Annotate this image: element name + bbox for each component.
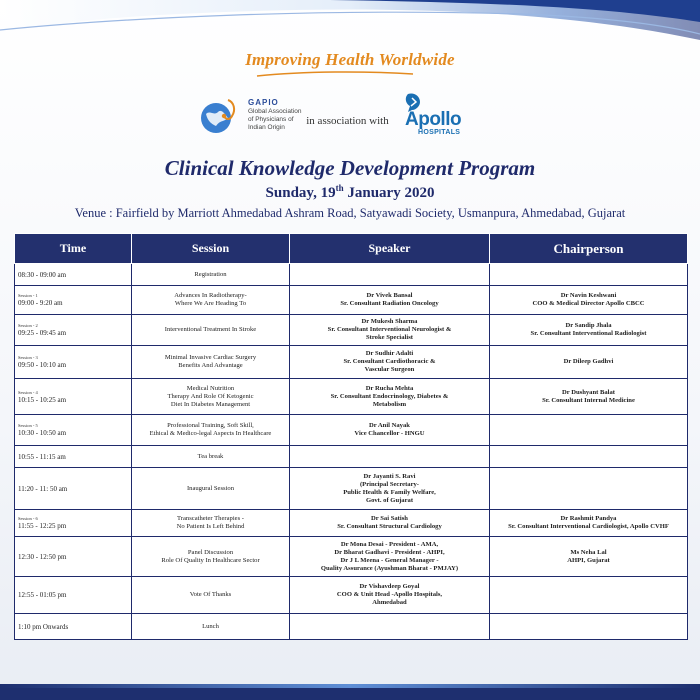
chair-cell: [490, 468, 688, 510]
table-row: [15, 286, 688, 315]
topic-cell: [132, 286, 290, 315]
top-swoosh-decoration: [0, 0, 700, 55]
speaker-cell: [290, 510, 490, 537]
time-text: 11:55 - 12:25 pm: [18, 522, 67, 530]
topic-text: Lunch: [202, 622, 219, 630]
time-cell: [15, 286, 132, 315]
speaker-cell: [290, 468, 490, 510]
chair-text: Dr Dileep Gadhvi: [563, 358, 614, 365]
table-row: [15, 264, 688, 286]
date-prefix: Sunday, 19: [265, 185, 336, 201]
session-number: Session - 3: [18, 355, 38, 360]
time-text: 10:55 - 11:15 am: [18, 452, 66, 461]
time-cell: [15, 446, 132, 468]
header-session: Session: [132, 234, 290, 264]
speaker-text: Dr Vivek Bansal Sr. Consultant Radiation Oncology: [340, 292, 439, 307]
header-chairperson: Chairperson: [490, 234, 688, 264]
speaker-text: Dr Sudhir Adalti Sr. Consultant Cardiothoracic & Vascular Surgeon: [343, 350, 436, 373]
table-row: [15, 468, 688, 510]
table-row: [15, 415, 688, 446]
speaker-cell: [290, 346, 490, 379]
time-text: 09:00 - 9:20 am: [18, 299, 63, 307]
time-cell: [15, 346, 132, 379]
table-row: [15, 614, 688, 640]
gapio-name: GAPIO: [248, 98, 279, 107]
venue: Venue : Fairfield by Marriott Ahmedabad Ashram Road, Satyawadi Society, Usmanpura, Ahmedabad, Gujarat: [74, 206, 626, 220]
table-row: [15, 577, 688, 614]
time-text: 08:30 - 09:00 am: [18, 270, 67, 279]
chair-cell: [490, 537, 688, 577]
chair-text: Dr Sandip Jhala Sr. Consultant Interventional Radiologist: [530, 322, 647, 337]
speaker-cell: [290, 415, 490, 446]
topic-cell: [132, 415, 290, 446]
topic-text: Transcatheter Therapies - No Patient Is Left Behind: [176, 515, 245, 530]
speaker-text: Dr Mukesh Sharma Sr. Consultant Interventional Neurologist & Stroke Specialist: [327, 318, 452, 341]
topic-text: Tea break: [197, 452, 224, 460]
time-text: 11:20 - 11: 50 am: [18, 484, 68, 493]
time-cell: [15, 379, 132, 415]
topic-text: Advances In Radiotherapy- Where We Are Heading To: [174, 292, 247, 307]
topic-text: Medical Nutrition Therapy And Role Of Ketogenic Diet In Diabetes Management: [167, 384, 254, 408]
chair-text: Ms Neha Lal AHPI, Gujarat: [567, 548, 610, 564]
date-ordinal: th: [335, 183, 344, 193]
chair-cell: [490, 510, 688, 537]
topic-cell: [132, 379, 290, 415]
time-cell: [15, 264, 132, 286]
topic-cell: [132, 577, 290, 614]
topic-text: Inaugural Session: [186, 484, 235, 492]
apollo-name: Apollo: [405, 109, 462, 130]
speaker-cell: [290, 577, 490, 614]
header-time: Time: [15, 234, 132, 264]
gapio-globe-icon: [198, 94, 242, 138]
chair-cell: [490, 286, 688, 315]
time-text: 10:30 - 10:50 am: [18, 429, 67, 437]
chair-cell: [490, 446, 688, 468]
speaker-text: Dr Jayanti S. Ravi (Principal Secretary- Public Health & Family Welfare, Govt. of Gujarat: [343, 472, 436, 504]
bottom-band-decoration: [0, 688, 700, 700]
speaker-text: Dr Mona Desai - President - AMA, Dr Bharat Gadhavi - President - AHPI, Dr J L Meena - General Manager - Quality Assurance (Ayushman Bharat - PMJAY): [320, 540, 459, 572]
session-number: Session - 2: [18, 323, 38, 328]
chair-cell: [490, 379, 688, 415]
chair-cell: [490, 577, 688, 614]
speaker-cell: [290, 286, 490, 315]
topic-text: Panel Discussion Role Of Quality In Healthcare Sector: [161, 548, 260, 564]
chair-cell: [490, 614, 688, 640]
time-cell: [15, 510, 132, 537]
topic-cell: [132, 315, 290, 346]
session-number: Session - 1: [18, 293, 38, 298]
topic-cell: [132, 614, 290, 640]
time-text: 12:55 - 01:05 pm: [18, 591, 67, 599]
speaker-cell: [290, 379, 490, 415]
topic-cell: [132, 510, 290, 537]
time-cell: [15, 577, 132, 614]
topic-cell: [132, 346, 290, 379]
chair-cell: [490, 264, 688, 286]
topic-cell: [132, 446, 290, 468]
time-text: 12:30 - 12:50 pm: [18, 552, 67, 561]
topic-text: Vote Of Thanks: [189, 591, 232, 598]
table-row: [15, 379, 688, 415]
chair-cell: [490, 346, 688, 379]
time-text: 09:50 - 10:10 am: [18, 361, 67, 369]
time-cell: [15, 468, 132, 510]
time-cell: [15, 614, 132, 640]
chair-text: Dr Navin Keshwani COO & Medical Director Apollo CBCC: [532, 292, 645, 307]
association-text: in association with: [306, 115, 389, 127]
date-rest: January 2020: [343, 185, 435, 201]
table-row: [15, 346, 688, 379]
time-text: 1:10 pm Onwards: [18, 622, 69, 631]
tagline-underline: [255, 70, 415, 78]
session-number: Session - 4: [18, 389, 38, 395]
chair-cell: [490, 415, 688, 446]
gapio-subtitle: Global Association of Physicians of Indian Origin: [248, 108, 302, 131]
chair-cell: [490, 315, 688, 346]
speaker-cell: [290, 537, 490, 577]
program-title: Clinical Knowledge Development Program: [164, 156, 536, 180]
topic-text: Minimal Invasive Cardiac Surgery Benefits And Advantage: [164, 354, 257, 369]
session-number: Session - 5: [18, 423, 38, 428]
program-date: [0, 183, 700, 202]
speaker-text: Dr Rucha Mehta Sr. Consultant Endocrinology, Diabetes & Metabolism: [330, 384, 449, 408]
schedule-table: [14, 233, 688, 640]
speaker-cell: [290, 264, 490, 286]
time-cell: [15, 315, 132, 346]
header-speaker: Speaker: [290, 234, 490, 264]
topic-cell: [132, 537, 290, 577]
tagline: Improving Health Worldwide: [245, 50, 455, 69]
header-row: [15, 234, 688, 264]
table-row: [15, 510, 688, 537]
chair-text: Dr Dushyant Balat Sr. Consultant Internal Medicine: [542, 388, 635, 404]
speaker-cell: [290, 614, 490, 640]
speaker-cell: [290, 446, 490, 468]
topic-cell: [132, 468, 290, 510]
speaker-text: Dr Vishavdeep Goyal COO & Unit Head -Apollo Hospitals, Ahmedabad: [336, 583, 443, 606]
speaker-cell: [290, 315, 490, 346]
table-row: [15, 446, 688, 468]
time-cell: [15, 415, 132, 446]
speaker-text: Dr Anil Nayak Vice Chancellor - HNGU: [354, 422, 425, 437]
session-number: Session - 6: [18, 516, 38, 521]
table-row: [15, 315, 688, 346]
table-row: [15, 537, 688, 577]
time-text: 10:15 - 10:25 am: [18, 395, 67, 404]
topic-text: Registration: [194, 270, 227, 278]
partner-logos: [0, 92, 700, 147]
topic-text: Professional Training, Soft Skill, Ethical & Medico-legal Aspects In Healthcare: [149, 422, 272, 437]
topic-text: Interventional Treatment In Stroke: [164, 326, 257, 333]
time-text: 09:25 - 09:45 am: [18, 329, 67, 337]
apollo-subtitle: HOSPITALS: [418, 129, 461, 136]
topic-cell: [132, 264, 290, 286]
time-cell: [15, 537, 132, 577]
chair-text: Dr Rashmit Pandya Sr. Consultant Interventional Cardiologist, Apollo CVHF: [508, 515, 669, 530]
speaker-text: Dr Sai Satish Sr. Consultant Structural Cardiology: [337, 515, 442, 530]
